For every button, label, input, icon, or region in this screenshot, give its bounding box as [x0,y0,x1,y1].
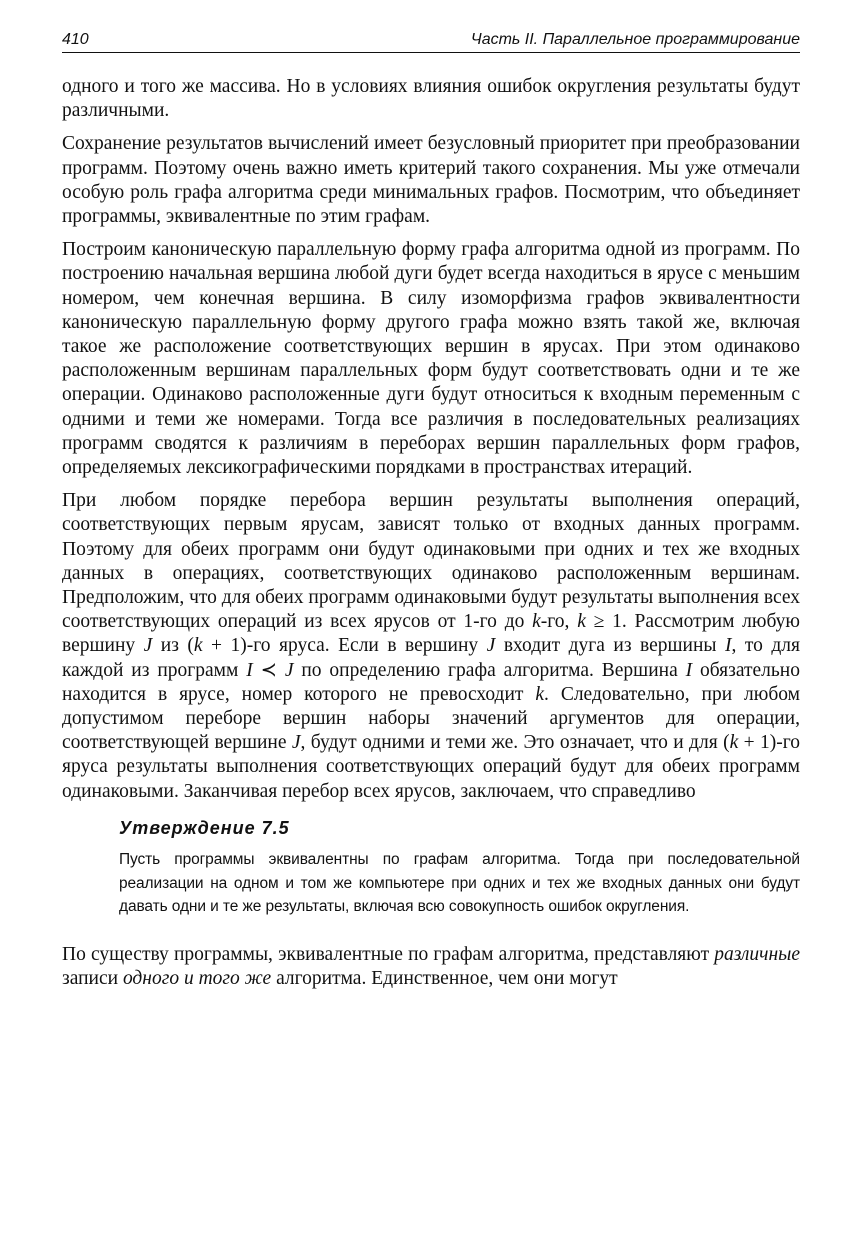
text-run: . Следовательно, при любом допустимом переборе вершин наборы значений аргументов для операции, соответствующей вершине [62,683,800,754]
math-var-k: k [532,611,541,633]
text-run: + 1)-го яруса результаты выполнения соответствующих операций будут для обеих программ одинаковыми. Заканчивая перебор всех ярусов, заключаем, что справедливо [62,732,800,802]
page-number: 410 [62,31,89,48]
math-var-k: k [535,683,545,705]
statement-text: Пусть программы эквивалентны по графам алгоритма. Тогда при последовательной реализации на одном и том же компьютере при одних и тех же входных данных они будут давать одни и те же результаты, включая всю совокупность ошибок округления. [119,851,800,916]
text-run: -го, [540,611,578,633]
math-var-i: I [246,659,253,681]
statement-block [119,816,800,919]
paragraph-1: одного и того же массива. Но в условиях влияния ошибок округления результаты будут различными. [62,76,800,122]
emphasis-text: одного и того же [122,967,272,989]
statement-title: Утверждение 7.5 [119,817,290,838]
math-var-j: J [143,635,153,657]
math-var-k: k [193,635,203,657]
math-var-k: k [729,732,739,754]
text-run: По существу программы, эквивалентные по графам алгоритма, представляют [62,943,715,965]
text-run: При любом порядке перебора вершин результаты выполнения операций, соответствующих первым ярусам, зависят только от входных данных программ. Поэтому для обеих программ они будут одинаковыми при одних и тех же входных данных в операциях, соответствующих одинаково расположенным вершинам. Предположим, что для обеих программ одинаковыми будут результаты выполнения всех соответствующих операций из всех ярусов от 1-го до [62,490,800,633]
emphasis-text: различные [714,943,800,965]
text-run: ≺ [252,659,285,681]
paragraph-4 [62,489,800,804]
running-header [62,30,800,53]
math-var-i: I [685,659,693,681]
text-run: записи [62,967,123,989]
text-run: входит дуга из вершины [495,635,725,657]
page-body [62,75,800,991]
text-run: по определению графа алгоритма. Вершина [293,659,686,681]
text-run: , будут одними и теми же. Это означает, что и для ( [300,732,730,754]
text-run: алгоритма. Единственное, чем они могут [271,967,618,989]
text-run: из ( [152,635,194,657]
math-var-i: I [725,635,732,657]
text-run: + 1)-го яруса. Если в вершину [202,635,487,657]
paragraph-3: Построим каноническую параллельную форму графа алгоритма одной из программ. По построению начальная вершина любой дуги будет всегда находиться в ярусе с меньшим номером, чем конечная вершина. В силу изоморфизма графов эквивалентности каноническую параллельную форму другого графа можно взять такой же, включая такое же расположение соответствующих вершин в ярусах. При этом одинаково расположенным вершинам параллельных форм будут соответствовать одни и те же операции. Одинаково расположенные дуги будут относиться к входным переменным с одними и теми же номерами. Тогда все различия в последовательных реализациях программ сводятся к различиям в переборах вершин параллельных форм графов, определяемых лексикографическими порядками в пространствах итераций. [62,239,800,479]
math-var-k: k [577,611,586,633]
part-title: Часть II. Параллельное программирование [470,31,800,48]
paragraph-2: Сохранение результатов вычислений имеет безусловный приоритет при преобразовании программ. Поэтому очень важно иметь критерий такого сохранения. Мы уже отмечали особую роль графа алгоритма среди минимальных графов. Посмотрим, что объединяет программы, эквивалентные по этим графам. [62,133,800,228]
text-run: ≥ 1. Рассмотрим любую вершину [62,611,800,657]
math-var-j: J [284,659,294,681]
math-var-j: J [486,635,496,657]
math-var-j: J [291,732,301,754]
paragraph-5 [62,943,800,991]
text-run: , то для каждой из программ [62,635,800,681]
text-run: обязательно находится в ярусе, номер которого не превосходит [62,659,800,705]
